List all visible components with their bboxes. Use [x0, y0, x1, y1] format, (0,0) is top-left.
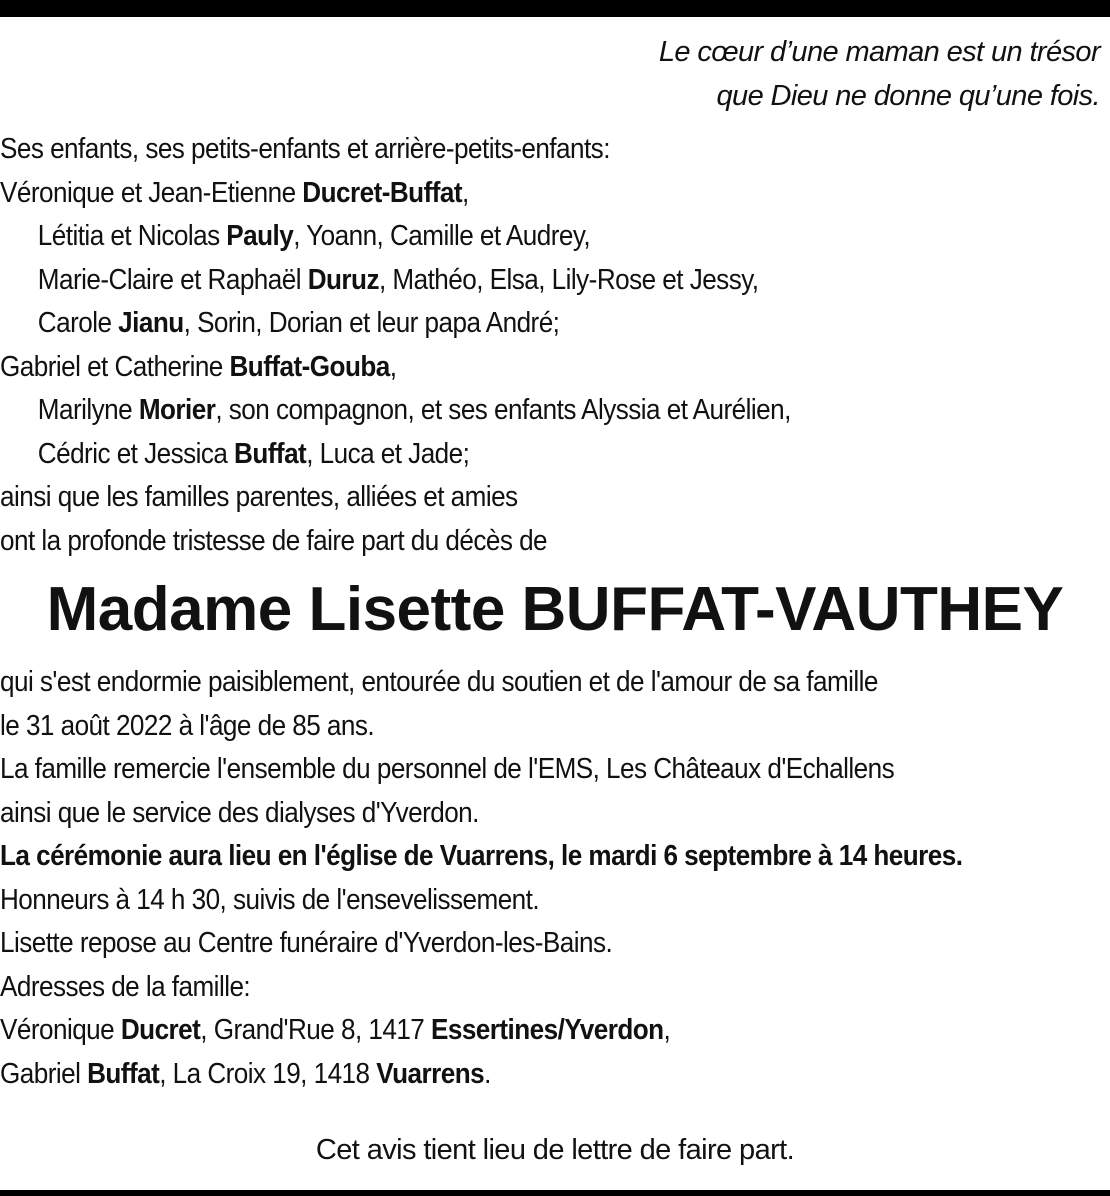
family-surname: Morier	[138, 394, 216, 426]
addresses-heading: Adresses de la famille:	[0, 970, 251, 1003]
family-text: , Sorin, Dorian et leur papa André;	[183, 307, 560, 339]
family-line-cedric	[0, 433, 999, 477]
family-line-veronique	[0, 172, 999, 216]
families-line: ainsi que les familles parentes, alliées et amies	[0, 481, 518, 513]
address-city: Vuarrens	[376, 1057, 485, 1090]
intro-line: Ses enfants, ses petits-enfants et arrière-petits-enfants:	[0, 133, 610, 165]
details-line-4: ainsi que le service des dialyses d'Yverdon.	[0, 796, 479, 829]
honneurs-line: Honneurs à 14 h 30, suivis de l'ensevelissement.	[0, 883, 540, 916]
epigraph-quote	[500, 30, 1100, 118]
family-list	[0, 128, 999, 563]
address-text: , La Croix 19, 1418	[159, 1057, 377, 1090]
family-text: Cédric et Jessica	[37, 437, 235, 470]
address-surname: Buffat	[87, 1057, 160, 1090]
quote-line-1: Le cœur d’une maman est un trésor	[658, 36, 1100, 68]
address-text: Véronique	[0, 1014, 121, 1046]
bottom-border-rule	[0, 1190, 1110, 1196]
address-text: Gabriel	[0, 1057, 88, 1090]
details-line-3: La famille remercie l'ensemble du personnel de l'EMS, Les Châteaux d'Echallens	[0, 753, 895, 785]
family-text: , Mathéo, Elsa, Lily-Rose et Jessy,	[378, 263, 759, 296]
ceremony-line	[0, 835, 999, 879]
family-text: ,	[389, 350, 397, 383]
family-surname: Buffat	[234, 437, 307, 470]
deceased-name-heading: Madame Lisette BUFFAT-VAUTHEY	[46, 575, 1064, 644]
family-surname: Pauly	[226, 220, 294, 252]
address-text: ,	[663, 1014, 671, 1046]
family-text: Létitia et Nicolas	[37, 220, 227, 252]
family-line-letitia	[0, 215, 999, 259]
address-text: , Grand'Rue 8, 1417	[200, 1014, 431, 1046]
family-text: , son compagnon, et ses enfants Alyssia et Aurélien,	[215, 394, 791, 426]
address-text: .	[484, 1057, 491, 1090]
family-text: , Luca et Jade;	[306, 437, 470, 470]
family-line-carole	[0, 302, 999, 346]
details-line-2: le 31 août 2022 à l'âge de 85 ans.	[0, 709, 375, 742]
family-line-gabriel	[0, 346, 999, 390]
closing-note: Cet avis tient lieu de lettre de faire part.	[315, 1134, 795, 1166]
address-line-2	[0, 1053, 999, 1097]
announce-line: ont la profonde tristesse de faire part du décès de	[0, 524, 548, 557]
family-line-marieclaire	[0, 259, 999, 303]
family-text: Marilyne	[37, 394, 139, 426]
address-line-1	[0, 1009, 999, 1053]
family-text: ,	[462, 176, 469, 209]
family-text: Marie-Claire et Raphaël	[37, 263, 308, 296]
family-line-marilyne	[0, 389, 999, 433]
repose-line: Lisette repose au Centre funéraire d'Yverdon-les-Bains.	[0, 927, 613, 959]
top-border-rule	[0, 0, 1110, 17]
notice-details	[0, 661, 999, 1096]
details-line-1: qui s'est endormie paisiblement, entourée du soutien et de l'amour de sa famille	[0, 666, 878, 698]
family-surname: Buffat-Gouba	[229, 350, 390, 383]
quote-line-2: que Dieu ne donne qu’une fois.	[716, 80, 1100, 112]
address-surname: Ducret	[120, 1014, 201, 1046]
family-surname: Duruz	[307, 263, 379, 296]
family-text: Véronique et Jean-Etienne	[0, 176, 303, 209]
family-text: Carole	[37, 307, 119, 339]
family-surname: Ducret-Buffat	[302, 176, 463, 209]
family-text: Gabriel et Catherine	[0, 350, 230, 383]
family-surname: Jianu	[118, 307, 184, 339]
address-city: Essertines/Yverdon	[430, 1014, 664, 1046]
family-text: , Yoann, Camille et Audrey,	[293, 220, 591, 252]
ceremony-text: La cérémonie aura lieu en l'église de Vuarrens, le mardi 6 septembre à 14 heures.	[0, 840, 963, 872]
